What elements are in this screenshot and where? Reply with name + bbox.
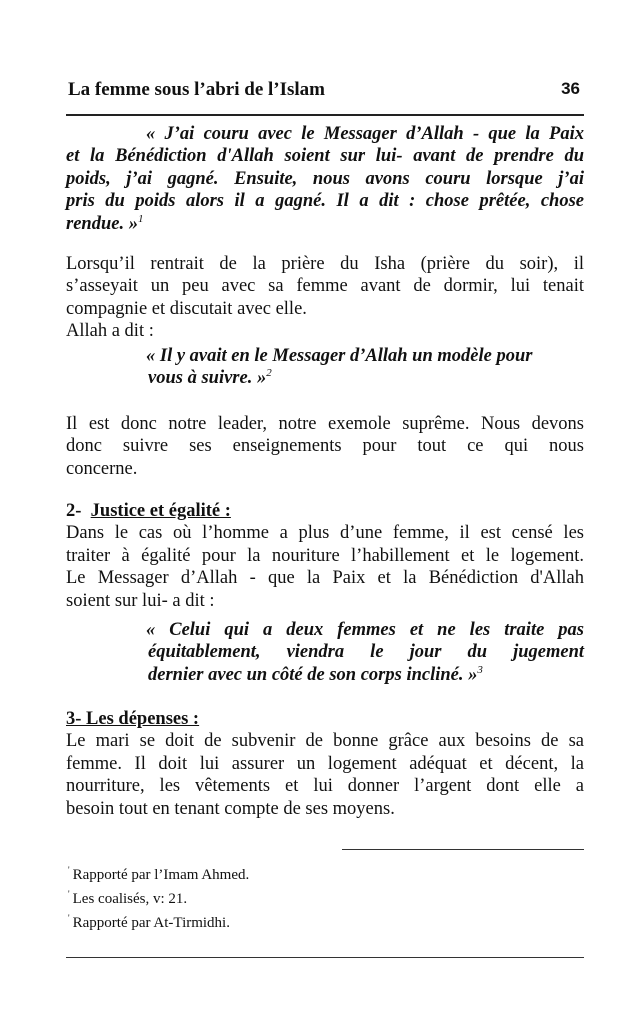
quote-1-last-line: [66, 213, 584, 235]
book-title: La femme sous l’abri de l’Islam: [68, 79, 326, 100]
footnote-text: Les coalisés, v: 21.: [72, 891, 188, 907]
page-number: 36: [561, 79, 580, 98]
quote-1: [66, 123, 584, 235]
quote-2-line: [66, 367, 584, 389]
paragraph-line: s’asseyait un peu avec sa femme avant de dormir, lui tenait: [66, 276, 584, 297]
quote-2-line: « Il y avait en le Messager d’Allah un modèle pour: [146, 346, 533, 366]
footnote-2: [68, 889, 187, 908]
footnote-text: Rapporté par l’Imam Ahmed.: [72, 867, 250, 883]
quote-3-text: dernier avec un côté de son corps incliné. »: [148, 664, 478, 685]
footnote-ref-2: 2: [266, 367, 272, 380]
section-3-heading: [66, 708, 584, 730]
paragraph-line: Dans le cas où l’homme a plus d’une femme, il est censé les: [66, 523, 584, 544]
quote-1-line: poids, j’ai gagné. Ensuite, nous avons couru lorsque j’ai: [66, 168, 584, 189]
quote-2: [66, 345, 584, 390]
bottom-rule: [66, 957, 584, 958]
section-2: [66, 500, 584, 612]
paragraph-line: soient sur lui- a dit :: [66, 590, 215, 611]
quote-1-line: « J’ai couru avec le Messager d’Allah - que la Paix: [146, 124, 584, 144]
quote-1-last-text: rendue. »: [66, 213, 138, 234]
running-header: [68, 79, 580, 105]
footnote-marker: ': [68, 865, 70, 875]
paragraph-line: nourriture, les vêtements et lui donner l’argent dont elle a: [66, 776, 584, 797]
quote-3-line: équitablement, viendra le jour du jugement: [148, 642, 584, 663]
quote-3: [66, 619, 584, 686]
paragraph-line: Le mari se doit de subvenir de bonne grâce aux besoins de sa: [66, 731, 584, 752]
quote-1-line: pris du poids alors il a gagné. Il a dit : chose prêtée, chose: [66, 191, 584, 212]
section-2-heading: [66, 500, 584, 522]
paragraph-line: Lorsqu’il rentrait de la prière du Isha (prière du soir), il: [66, 254, 584, 274]
quote-3-line: [66, 664, 584, 686]
paragraph-line: compagnie et discutait avec elle.: [66, 298, 307, 319]
paragraph-line: concerne.: [66, 458, 138, 479]
section-3-title: 3- Les dépenses :: [66, 709, 200, 729]
paragraph-line: donc suivre ses enseignements pour tout ce qui nous: [66, 436, 584, 457]
footnote-marker: ': [68, 889, 70, 899]
paragraph-1: [66, 253, 584, 343]
header-rule: [66, 114, 584, 116]
footnote-separator: [342, 849, 584, 850]
section-3: [66, 708, 584, 820]
paragraph-line: Le Messager d’Allah - que la Paix et la Bénédiction d'Allah: [66, 568, 584, 589]
section-2-title: Justice et égalité :: [90, 501, 231, 521]
quote-1-line: et la Bénédiction d'Allah soient sur lui- avant de prendre du: [66, 146, 584, 167]
paragraph-line: besoin tout en tenant compte de ses moyens.: [66, 798, 395, 819]
paragraph-line: Il est donc notre leader, notre exemole suprême. Nous devons: [66, 414, 584, 434]
paragraph-2: [66, 413, 584, 480]
footnote-ref-1: 1: [137, 212, 144, 225]
footnote-ref-3: 3: [477, 663, 483, 676]
section-2-number: 2-: [66, 501, 82, 521]
footnote-text: Rapporté par At-Tirmidhi.: [72, 915, 230, 931]
quote-intro: Allah a dit :: [66, 321, 154, 342]
paragraph-line: femme. Il doit lui assurer un logement adéquat et décent, la: [66, 753, 584, 774]
quote-3-line: « Celui qui a deux femmes et ne les traite pas: [146, 620, 584, 640]
footnote-marker: ': [68, 913, 70, 923]
paragraph-line: traiter à égalité pour la nouriture l’habillement et le logement.: [66, 545, 584, 566]
footnote-1: [68, 865, 249, 884]
footnote-3: [68, 913, 230, 932]
quote-2-text: vous à suivre. »: [148, 368, 267, 389]
